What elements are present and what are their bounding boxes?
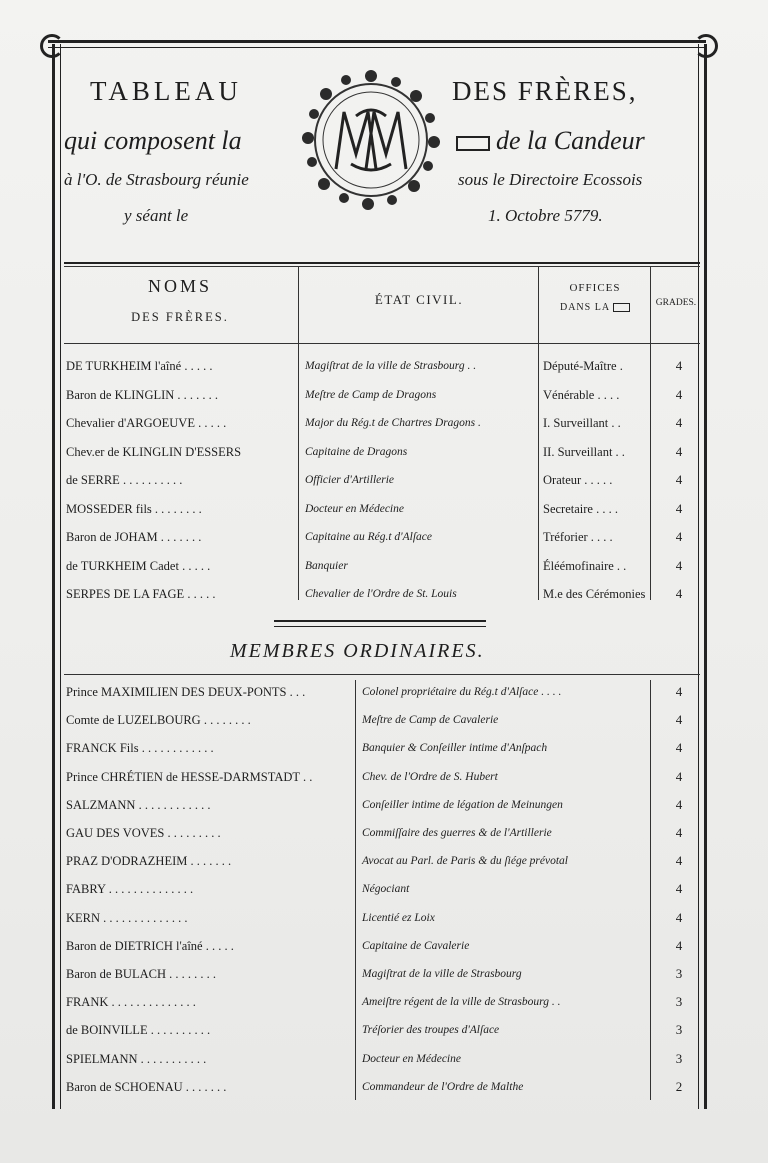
date-right: 1. Octobre 5779. bbox=[488, 206, 603, 225]
officer-name: Baron de JOHAM . . . . . . . bbox=[66, 530, 202, 544]
member-name: Baron de SCHOENAU . . . . . . . bbox=[66, 1079, 227, 1094]
officer-etat-civil: Docteur en Médecine bbox=[305, 502, 404, 515]
wreath-monogram-emblem bbox=[296, 64, 446, 214]
member-etat-civil: Commandeur de l'Ordre de Malthe bbox=[362, 1080, 524, 1093]
member-name: SALZMANN . . . . . . . . . . . . bbox=[66, 797, 211, 812]
officer-name: SERPES DE LA FAGE . . . . . bbox=[66, 587, 216, 601]
member-name: Baron de DIETRICH l'aîné . . . . . bbox=[66, 938, 234, 953]
officer-name: de SERRE . . . . . . . . . . bbox=[66, 473, 183, 487]
member-etat-civil: Capitaine de Cavalerie bbox=[362, 939, 470, 952]
member-name: SPIELMANN . . . . . . . . . . . bbox=[66, 1051, 207, 1066]
member-etat-civil: Chev. de l'Ordre de S. Hubert bbox=[362, 770, 498, 783]
member-name: Comte de LUZELBOURG . . . . . . . . bbox=[66, 713, 251, 728]
table-header-bottom-rule bbox=[64, 343, 700, 344]
officer-etat-civil: Officier d'Artillerie bbox=[305, 474, 395, 486]
section-separator bbox=[274, 620, 486, 627]
member-etat-civil: Conſeiller intime de légation de Meinungen bbox=[362, 798, 563, 811]
header-des-freres: DES FRÈRES. bbox=[131, 310, 229, 324]
date-left: y séant le bbox=[124, 206, 189, 225]
member-grade: 4 bbox=[675, 825, 683, 840]
member-grade: 4 bbox=[675, 684, 683, 699]
member-name: FRANK . . . . . . . . . . . . . . bbox=[66, 995, 196, 1010]
header-dans-la: DANS LA bbox=[540, 302, 650, 313]
header-etat-civil: ÉTAT CIVIL. bbox=[374, 292, 464, 307]
member-name: FABRY . . . . . . . . . . . . . . bbox=[66, 882, 194, 897]
officer-name: de TURKHEIM Cadet . . . . . bbox=[66, 558, 211, 573]
members-top-rule bbox=[64, 674, 700, 675]
member-grade: 4 bbox=[675, 937, 683, 953]
header-noms: NOMS bbox=[147, 276, 212, 296]
member-grade: 3 bbox=[675, 966, 683, 981]
officer-name: Chev.er de KLINGLIN D'ESSERS bbox=[66, 444, 242, 459]
member-etat-civil: Banquier & Conſeiller intime d'Anſpach bbox=[362, 742, 548, 755]
officer-grade: 4 bbox=[675, 443, 683, 459]
section-title: MEMBRES ORDINAIRES. bbox=[230, 640, 485, 662]
officer-etat-civil: Chevalier de l'Ordre de St. Louis bbox=[305, 588, 457, 600]
header-offices: OFFICES bbox=[569, 282, 621, 294]
member-name: Prince MAXIMILIEN DES DEUX-PONTS . . . bbox=[66, 685, 306, 699]
top-border bbox=[48, 40, 706, 48]
officer-etat-civil: Magiſtrat de la ville de Strasbourg . . bbox=[305, 360, 477, 372]
member-grade: 4 bbox=[675, 768, 683, 784]
officer-grade: 4 bbox=[675, 557, 683, 573]
member-etat-civil: Négociant bbox=[362, 883, 410, 896]
member-etat-civil: Meſtre de Camp de Cavalerie bbox=[362, 714, 499, 727]
members-col-divider-2 bbox=[650, 680, 651, 1100]
officer-office: Vénérable . . . . bbox=[543, 387, 620, 402]
officer-etat-civil: Meſtre de Camp de Dragons bbox=[305, 388, 437, 401]
officer-grade: 4 bbox=[675, 386, 683, 402]
member-grade: 2 bbox=[675, 1078, 683, 1094]
officer-name: DE TURKHEIM l'aîné . . . . . bbox=[66, 359, 213, 373]
member-etat-civil: Ameiſtre régent de la ville de Strasbourg . . bbox=[362, 996, 561, 1009]
left-border bbox=[52, 44, 61, 1109]
officer-grade: 4 bbox=[675, 529, 683, 544]
officer-etat-civil: Banquier bbox=[305, 559, 348, 572]
member-grade: 4 bbox=[675, 853, 683, 869]
officer-office: Éléémofinaire . . bbox=[543, 558, 627, 573]
officer-grade: 4 bbox=[675, 500, 683, 516]
location-right: sous le Directoire Ecossois bbox=[458, 170, 643, 189]
col-divider-2 bbox=[538, 266, 539, 600]
title-right: DES FRÈRES, bbox=[452, 76, 638, 106]
member-etat-civil: Licentié ez Loix bbox=[362, 911, 435, 924]
officer-etat-civil: Capitaine de Dragons bbox=[305, 445, 408, 458]
officer-office: Secretaire . . . . bbox=[543, 501, 618, 516]
members-col-divider-1 bbox=[355, 680, 356, 1100]
officer-grade: 4 bbox=[675, 472, 683, 487]
officer-grade: 4 bbox=[675, 415, 683, 430]
member-name: Prince CHRÉTIEN de HESSE-DARMSTADT . . bbox=[66, 769, 313, 784]
officer-etat-civil: Capitaine au Rég.t d'Alſace bbox=[305, 531, 433, 543]
member-grade: 3 bbox=[675, 1022, 683, 1038]
subtitle-right bbox=[456, 126, 645, 156]
subtitle-left: qui composent la bbox=[64, 126, 242, 155]
member-grade: 3 bbox=[675, 1050, 683, 1066]
member-name: de BOINVILLE . . . . . . . . . . bbox=[66, 1023, 211, 1038]
corner-ornament-left bbox=[40, 34, 64, 58]
lodge-symbol-small bbox=[613, 303, 630, 312]
member-grade: 4 bbox=[675, 909, 683, 925]
officer-office: M.e des Cérémonies bbox=[543, 587, 646, 601]
member-etat-civil: Docteur en Médecine bbox=[362, 1052, 461, 1065]
officer-office: Orateur . . . . . bbox=[543, 473, 613, 487]
member-name: PRAZ D'ODRAZHEIM . . . . . . . bbox=[66, 854, 232, 869]
table-top-rule bbox=[64, 262, 700, 264]
lodge-symbol bbox=[456, 136, 490, 151]
member-etat-civil: Magiſtrat de la ville de Strasbourg bbox=[362, 968, 522, 980]
right-border bbox=[698, 44, 707, 1109]
officer-name: MOSSEDER fils . . . . . . . . bbox=[66, 501, 202, 516]
officer-name: Baron de KLINGLIN . . . . . . . bbox=[66, 387, 219, 402]
officer-office: Député-Maître . bbox=[543, 359, 623, 373]
member-etat-civil: Commiſſaire des guerres & de l'Artillerie bbox=[362, 827, 552, 839]
member-etat-civil: Avocat au Parl. de Paris & du ſiége prévotal bbox=[362, 855, 569, 868]
member-grade: 4 bbox=[675, 881, 683, 897]
member-name: FRANCK Fils . . . . . . . . . . . . bbox=[66, 741, 214, 756]
col-divider-1 bbox=[298, 266, 299, 600]
member-grade: 4 bbox=[675, 740, 683, 756]
member-name: Baron de BULACH . . . . . . . . bbox=[66, 967, 216, 981]
member-name: GAU DES VOVES . . . . . . . . . bbox=[66, 826, 221, 840]
officer-office: II. Surveillant . . bbox=[543, 444, 625, 459]
officer-name: Chevalier d'ARGOEUVE . . . . . bbox=[66, 416, 227, 430]
officer-office: Tréforier . . . . bbox=[543, 530, 613, 544]
officer-grade: 4 bbox=[675, 586, 683, 601]
corner-ornament-right bbox=[694, 34, 718, 58]
member-etat-civil: Tréſorier des troupes d'Alſace bbox=[362, 1024, 500, 1037]
col-divider-3 bbox=[650, 266, 651, 600]
officer-office: I. Surveillant . . bbox=[543, 416, 621, 430]
officer-etat-civil: Major du Rég.t de Chartres Dragons . bbox=[305, 417, 481, 429]
table-top-rule-2 bbox=[64, 266, 700, 267]
member-etat-civil: Colonel propriétaire du Rég.t d'Alſace . . . . bbox=[362, 686, 562, 698]
lodge-name: de la Candeur bbox=[496, 126, 645, 155]
member-grade: 4 bbox=[675, 712, 683, 728]
header-grades: GRADES. bbox=[655, 298, 697, 308]
location-left: à l'O. de Strasbourg réunie bbox=[64, 170, 249, 189]
officer-grade: 4 bbox=[675, 358, 683, 373]
member-grade: 4 bbox=[675, 796, 683, 812]
title-left: TABLEAU bbox=[90, 76, 242, 106]
member-name: KERN . . . . . . . . . . . . . . bbox=[66, 910, 188, 925]
member-grade: 3 bbox=[675, 994, 683, 1010]
